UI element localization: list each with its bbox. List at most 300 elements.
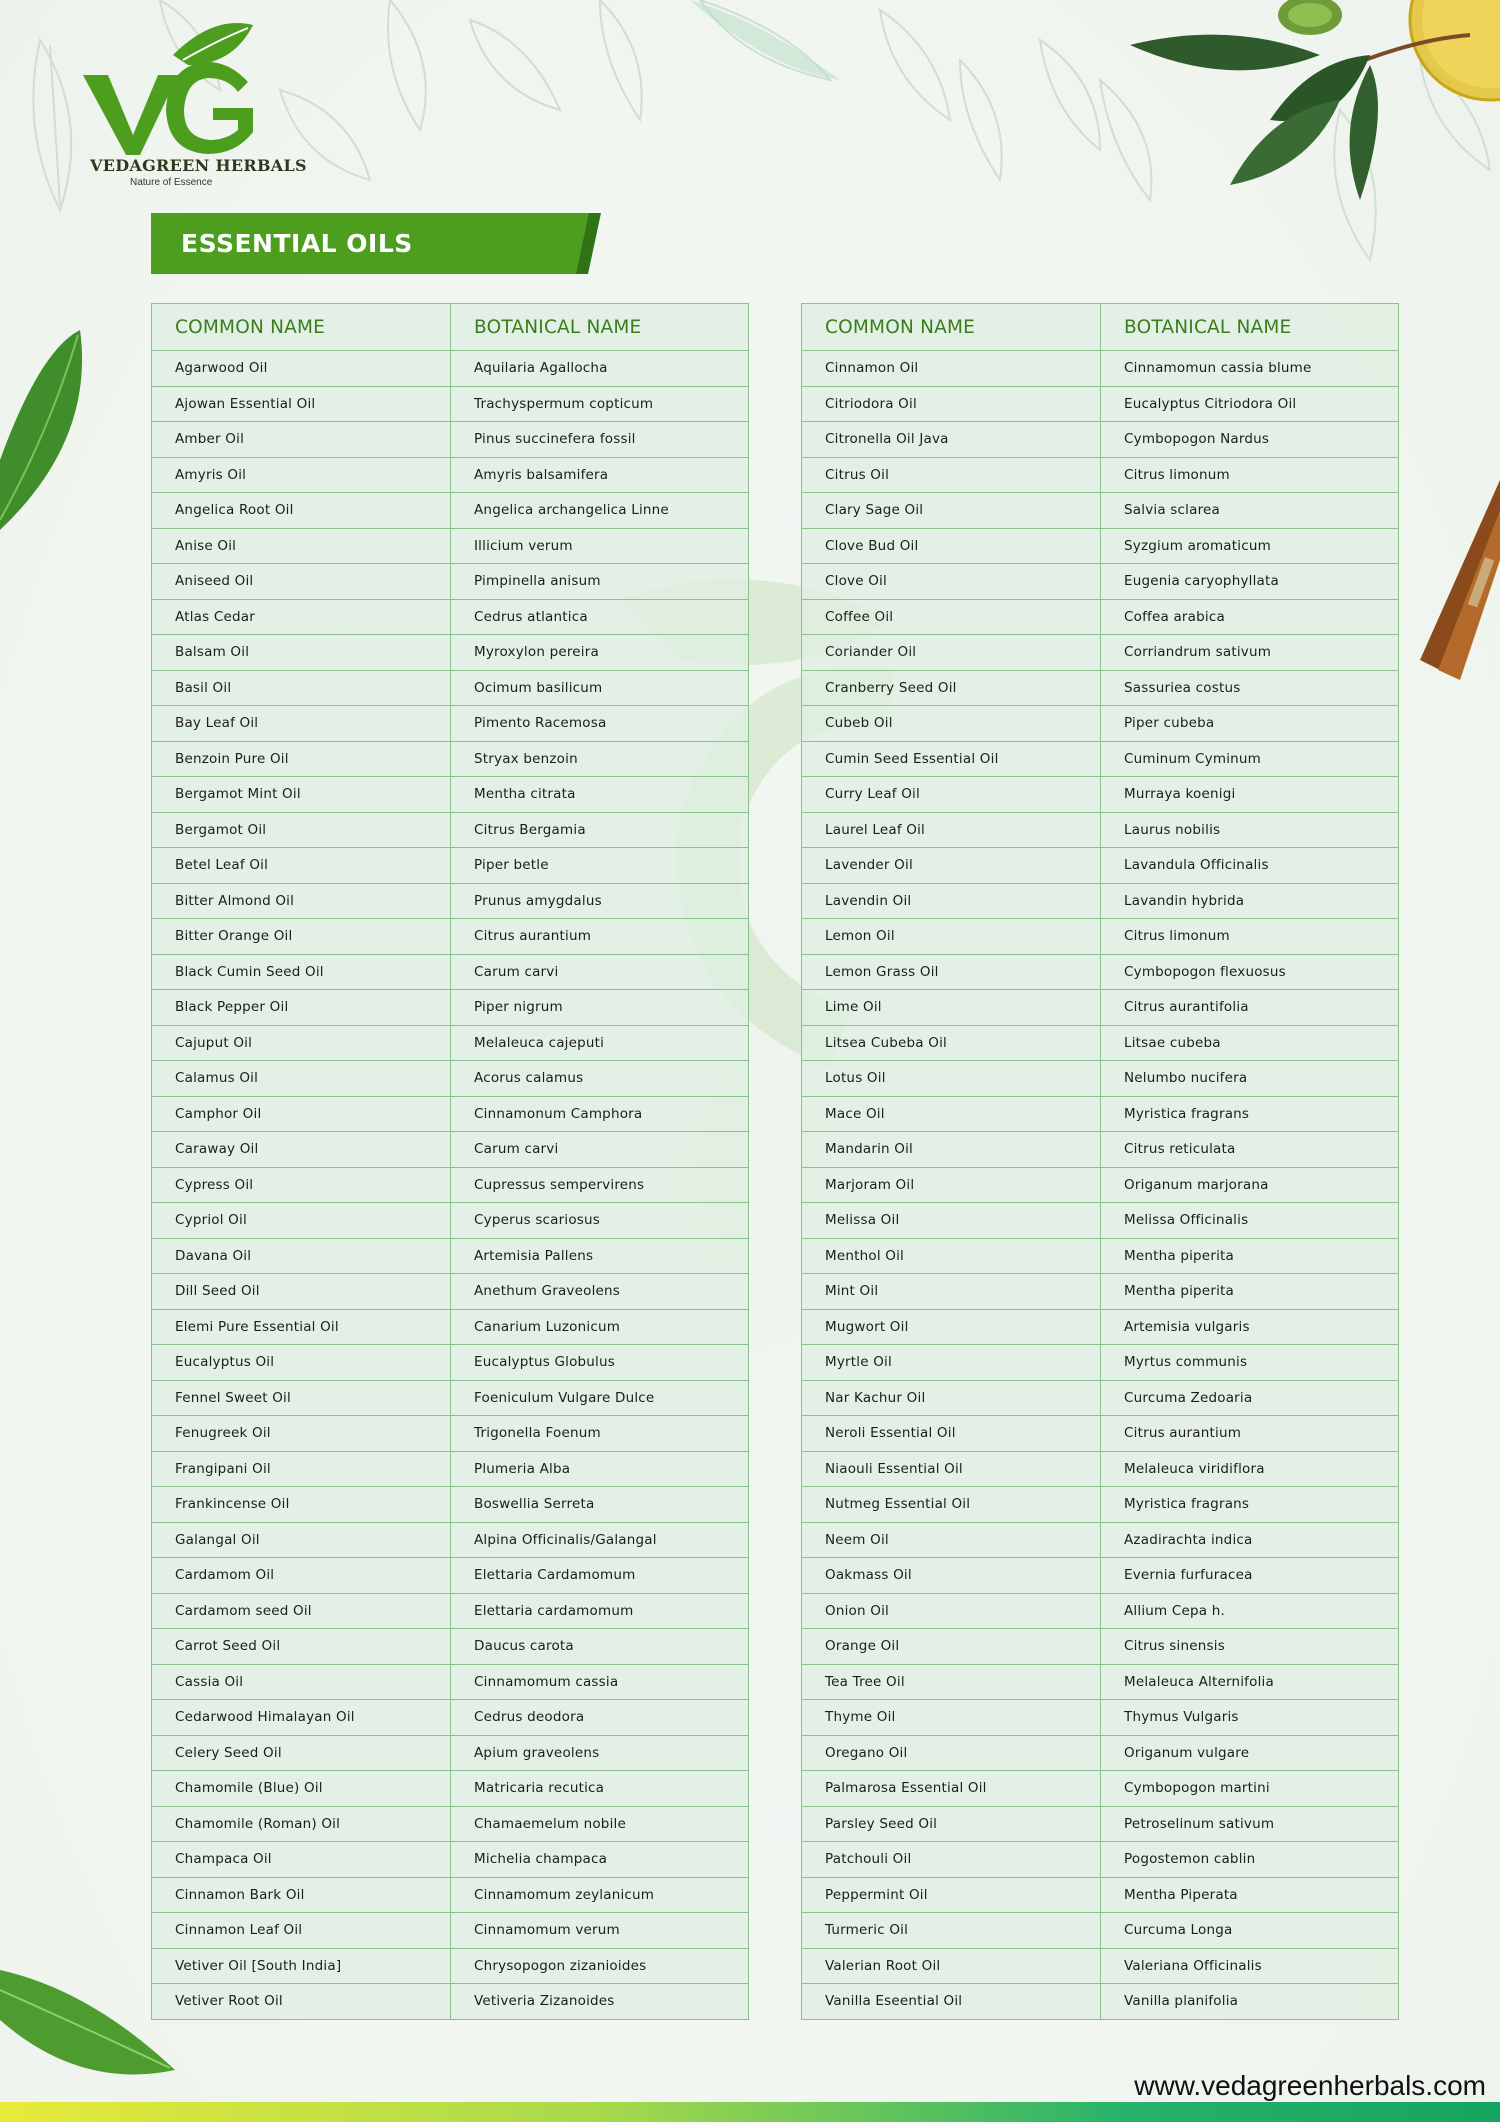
botanical-name-cell: Elettaria cardamomum [451,1593,749,1629]
botanical-name-cell: Curcuma Longa [1101,1913,1399,1949]
botanical-name-cell: Citrus reticulata [1101,1132,1399,1168]
botanical-name-cell: Laurus nobilis [1101,812,1399,848]
botanical-name-cell: Corriandrum sativum [1101,635,1399,671]
botanical-name-cell: Carum carvi [451,1132,749,1168]
common-name-cell: Betel Leaf Oil [152,848,451,884]
botanical-name-cell: Piper betle [451,848,749,884]
common-name-cell: Atlas Cedar [152,599,451,635]
table-row [152,1558,749,1594]
table-row [802,1700,1399,1736]
botanical-name-cell: Daucus carota [451,1629,749,1665]
common-name-cell: Cajuput Oil [152,1025,451,1061]
table-row [152,1700,749,1736]
cinnamon-stick-decoration [1420,480,1500,690]
botanical-name-cell: Curcuma Zedoaria [1101,1380,1399,1416]
common-name-cell: Palmarosa Essential Oil [802,1771,1101,1807]
common-name-cell: Black Cumin Seed Oil [152,954,451,990]
botanical-name-cell: Chamaemelum nobile [451,1806,749,1842]
table-row [802,883,1399,919]
oils-table-left [151,303,749,2020]
table-row [802,422,1399,458]
table-header-row [802,304,1399,351]
botanical-name-cell: Myrtus communis [1101,1345,1399,1381]
olive-branch-decoration [1120,0,1500,210]
botanical-name-cell: Coffea arabica [1101,599,1399,635]
table-row [802,741,1399,777]
common-name-cell: Amber Oil [152,422,451,458]
common-name-cell: Cranberry Seed Oil [802,670,1101,706]
botanical-name-cell: Mentha Piperata [1101,1877,1399,1913]
table-row [152,1380,749,1416]
oils-table-right [801,303,1399,2020]
common-name-cell: Lemon Grass Oil [802,954,1101,990]
table-row [152,1132,749,1168]
column-header-botanical-name: BOTANICAL NAME [1101,304,1399,351]
botanical-name-cell: Citrus limonum [1101,919,1399,955]
common-name-cell: Cypriol Oil [152,1203,451,1239]
botanical-name-cell: Myristica fragrans [1101,1487,1399,1523]
table-row [152,812,749,848]
table-row [802,1948,1399,1984]
common-name-cell: Ajowan Essential Oil [152,386,451,422]
table-row [152,1025,749,1061]
table-row [802,919,1399,955]
table-body [802,351,1399,2020]
table-row [802,670,1399,706]
botanical-name-cell: Nelumbo nucifera [1101,1061,1399,1097]
botanical-name-cell: Allium Cepa h. [1101,1593,1399,1629]
table-row [802,1132,1399,1168]
table-row [802,1274,1399,1310]
common-name-cell: Amyris Oil [152,457,451,493]
common-name-cell: Orange Oil [802,1629,1101,1665]
common-name-cell: Cedarwood Himalayan Oil [152,1700,451,1736]
title-banner [151,213,601,274]
common-name-cell: Cardamom Oil [152,1558,451,1594]
table-row [802,635,1399,671]
table-row [802,599,1399,635]
table-row [152,1842,749,1878]
common-name-cell: Vanilla Eseential Oil [802,1984,1101,2020]
leaf-decoration-left [0,330,90,550]
table-row [802,990,1399,1026]
common-name-cell: Turmeric Oil [802,1913,1101,1949]
botanical-name-cell: Plumeria Alba [451,1451,749,1487]
botanical-name-cell: Aquilaria Agallocha [451,351,749,387]
botanical-name-cell: Prunus amygdalus [451,883,749,919]
vg-monogram-icon [78,20,268,160]
common-name-cell: Camphor Oil [152,1096,451,1132]
table-row [802,1735,1399,1771]
table-row [152,599,749,635]
common-name-cell: Nar Kachur Oil [802,1380,1101,1416]
botanical-name-cell: Elettaria Cardamomum [451,1558,749,1594]
table-row [802,1913,1399,1949]
common-name-cell: Curry Leaf Oil [802,777,1101,813]
common-name-cell: Elemi Pure Essential Oil [152,1309,451,1345]
table-row [152,386,749,422]
botanical-name-cell: Citrus sinensis [1101,1629,1399,1665]
botanical-name-cell: Alpina Officinalis/Galangal [451,1522,749,1558]
table-row [802,1061,1399,1097]
common-name-cell: Tea Tree Oil [802,1664,1101,1700]
common-name-cell: Mace Oil [802,1096,1101,1132]
common-name-cell: Carrot Seed Oil [152,1629,451,1665]
column-header-common-name: COMMON NAME [152,304,451,351]
table-row [802,777,1399,813]
botanical-name-cell: Evernia furfuracea [1101,1558,1399,1594]
common-name-cell: Coriander Oil [802,635,1101,671]
footer-gradient-bar [0,2102,1500,2122]
common-name-cell: Aniseed Oil [152,564,451,600]
common-name-cell: Bergamot Oil [152,812,451,848]
botanical-name-cell: Pimpinella anisum [451,564,749,600]
botanical-name-cell: Cuminum Cyminum [1101,741,1399,777]
common-name-cell: Basil Oil [152,670,451,706]
botanical-name-cell: Piper cubeba [1101,706,1399,742]
botanical-name-cell: Acorus calamus [451,1061,749,1097]
common-name-cell: Vetiver Root Oil [152,1984,451,2020]
botanical-name-cell: Myroxylon pereira [451,635,749,671]
botanical-name-cell: Canarium Luzonicum [451,1309,749,1345]
table-row [802,706,1399,742]
common-name-cell: Citronella Oil Java [802,422,1101,458]
table-row [152,1629,749,1665]
common-name-cell: Litsea Cubeba Oil [802,1025,1101,1061]
common-name-cell: Lemon Oil [802,919,1101,955]
botanical-name-cell: Eucalyptus Citriodora Oil [1101,386,1399,422]
table-row [802,1025,1399,1061]
botanical-name-cell: Lavandin hybrida [1101,883,1399,919]
table-row [802,1167,1399,1203]
table-row [152,457,749,493]
common-name-cell: Mugwort Oil [802,1309,1101,1345]
botanical-name-cell: Eucalyptus Globulus [451,1345,749,1381]
common-name-cell: Lime Oil [802,990,1101,1026]
website-url: www.vedagreenherbals.com [1134,2070,1486,2101]
common-name-cell: Coffee Oil [802,599,1101,635]
common-name-cell: Fenugreek Oil [152,1416,451,1452]
table-row [152,422,749,458]
botanical-name-cell: Foeniculum Vulgare Dulce [451,1380,749,1416]
table-body [152,351,749,2020]
table-row [152,1593,749,1629]
common-name-cell: Oregano Oil [802,1735,1101,1771]
botanical-name-cell: Citrus aurantifolia [1101,990,1399,1026]
table-row [802,848,1399,884]
common-name-cell: Chamomile (Blue) Oil [152,1771,451,1807]
table-row [152,1451,749,1487]
common-name-cell: Angelica Root Oil [152,493,451,529]
common-name-cell: Cinnamon Leaf Oil [152,1913,451,1949]
table-row [802,457,1399,493]
common-name-cell: Bitter Almond Oil [152,883,451,919]
table-row [802,1984,1399,2020]
common-name-cell: Clove Bud Oil [802,528,1101,564]
botanical-name-cell: Mentha citrata [451,777,749,813]
botanical-name-cell: Cymbopogon martini [1101,1771,1399,1807]
table-row [152,1735,749,1771]
table-row [152,777,749,813]
common-name-cell: Menthol Oil [802,1238,1101,1274]
botanical-name-cell: Sassuriea costus [1101,670,1399,706]
table-row [802,1345,1399,1381]
botanical-name-cell: Valeriana Officinalis [1101,1948,1399,1984]
common-name-cell: Onion Oil [802,1593,1101,1629]
table-row [802,1806,1399,1842]
table-row [152,1948,749,1984]
table-row [802,1451,1399,1487]
table-row [802,1593,1399,1629]
botanical-name-cell: Melissa Officinalis [1101,1203,1399,1239]
common-name-cell: Citrus Oil [802,457,1101,493]
botanical-name-cell: Chrysopogon zizanioides [451,1948,749,1984]
common-name-cell: Laurel Leaf Oil [802,812,1101,848]
table-row [802,1416,1399,1452]
botanical-name-cell: Ocimum basilicum [451,670,749,706]
table-row [802,351,1399,387]
common-name-cell: Bergamot Mint Oil [152,777,451,813]
botanical-name-cell: Melaleuca viridiflora [1101,1451,1399,1487]
table-row [802,1309,1399,1345]
common-name-cell: Oakmass Oil [802,1558,1101,1594]
table-row [802,386,1399,422]
table-row [152,1238,749,1274]
table-row [152,706,749,742]
botanical-name-cell: Citrus Bergamia [451,812,749,848]
common-name-cell: Citriodora Oil [802,386,1101,422]
common-name-cell: Eucalyptus Oil [152,1345,451,1381]
botanical-name-cell: Petroselinum sativum [1101,1806,1399,1842]
botanical-name-cell: Vetiveria Zizanoides [451,1984,749,2020]
botanical-name-cell: Citrus aurantium [451,919,749,955]
table-row [152,1416,749,1452]
table-row [152,1771,749,1807]
common-name-cell: Peppermint Oil [802,1877,1101,1913]
botanical-name-cell: Illicium verum [451,528,749,564]
table-row [802,1380,1399,1416]
botanical-name-cell: Artemisia Pallens [451,1238,749,1274]
common-name-cell: Thyme Oil [802,1700,1101,1736]
common-name-cell: Fennel Sweet Oil [152,1380,451,1416]
botanical-name-cell: Trigonella Foenum [451,1416,749,1452]
common-name-cell: Cinnamon Oil [802,351,1101,387]
botanical-name-cell: Pogostemon cablin [1101,1842,1399,1878]
botanical-name-cell: Michelia champaca [451,1842,749,1878]
common-name-cell: Chamomile (Roman) Oil [152,1806,451,1842]
table-row [152,493,749,529]
table-row [152,670,749,706]
botanical-name-cell: Origanum vulgare [1101,1735,1399,1771]
common-name-cell: Valerian Root Oil [802,1948,1101,1984]
botanical-name-cell: Syzgium aromaticum [1101,528,1399,564]
common-name-cell: Cumin Seed Essential Oil [802,741,1101,777]
botanical-name-cell: Cinnamomum verum [451,1913,749,1949]
botanical-name-cell: Thymus Vulgaris [1101,1700,1399,1736]
table-row [152,954,749,990]
table-row [152,1913,749,1949]
botanical-name-cell: Pimento Racemosa [451,706,749,742]
table-row [802,564,1399,600]
table-header-row [152,304,749,351]
table-row [802,1487,1399,1523]
table-row [802,1096,1399,1132]
table-row [152,848,749,884]
common-name-cell: Mandarin Oil [802,1132,1101,1168]
botanical-name-cell: Pinus succinefera fossil [451,422,749,458]
table-row [802,1522,1399,1558]
botanical-name-cell: Azadirachta indica [1101,1522,1399,1558]
common-name-cell: Galangal Oil [152,1522,451,1558]
common-name-cell: Caraway Oil [152,1132,451,1168]
common-name-cell: Cassia Oil [152,1664,451,1700]
table-row [152,528,749,564]
page-title: ESSENTIAL OILS [181,229,413,258]
common-name-cell: Balsam Oil [152,635,451,671]
common-name-cell: Marjoram Oil [802,1167,1101,1203]
common-name-cell: Frankincense Oil [152,1487,451,1523]
table-row [152,564,749,600]
botanical-name-cell: Cinnamomum zeylanicum [451,1877,749,1913]
common-name-cell: Lavendin Oil [802,883,1101,919]
table-row [152,1096,749,1132]
botanical-name-cell: Cinnamonum Camphora [451,1096,749,1132]
botanical-name-cell: Lavandula Officinalis [1101,848,1399,884]
common-name-cell: Melissa Oil [802,1203,1101,1239]
brand-tagline: Nature of Essence [130,177,213,188]
botanical-name-cell: Origanum marjorana [1101,1167,1399,1203]
common-name-cell: Niaouli Essential Oil [802,1451,1101,1487]
botanical-name-cell: Apium graveolens [451,1735,749,1771]
common-name-cell: Bay Leaf Oil [152,706,451,742]
common-name-cell: Lavender Oil [802,848,1101,884]
table-row [152,1664,749,1700]
table-row [802,1842,1399,1878]
table-row [802,1629,1399,1665]
common-name-cell: Black Pepper Oil [152,990,451,1026]
table-row [152,1522,749,1558]
table-row [802,954,1399,990]
table-row [802,812,1399,848]
table-row [802,528,1399,564]
table-row [152,883,749,919]
table-row [152,1877,749,1913]
common-name-cell: Agarwood Oil [152,351,451,387]
common-name-cell: Parsley Seed Oil [802,1806,1101,1842]
botanical-name-cell: Melaleuca Alternifolia [1101,1664,1399,1700]
table-row [802,1203,1399,1239]
botanical-name-cell: Artemisia vulgaris [1101,1309,1399,1345]
table-row [152,919,749,955]
table-row [152,351,749,387]
botanical-name-cell: Anethum Graveolens [451,1274,749,1310]
botanical-name-cell: Melaleuca cajeputi [451,1025,749,1061]
botanical-name-cell: Mentha piperita [1101,1274,1399,1310]
table-row [152,1984,749,2020]
common-name-cell: Frangipani Oil [152,1451,451,1487]
common-name-cell: Clary Sage Oil [802,493,1101,529]
botanical-name-cell: Cinnamomun cassia blume [1101,351,1399,387]
table-row [152,1487,749,1523]
table-row [152,1345,749,1381]
botanical-name-cell: Cyperus scariosus [451,1203,749,1239]
common-name-cell: Cubeb Oil [802,706,1101,742]
botanical-name-cell: Myristica fragrans [1101,1096,1399,1132]
botanical-name-cell: Cedrus deodora [451,1700,749,1736]
table-row [152,1309,749,1345]
brand-name: VEDAGREEN HERBALS [90,156,307,175]
table-row [802,493,1399,529]
table-row [152,1061,749,1097]
table-row [152,1203,749,1239]
common-name-cell: Clove Oil [802,564,1101,600]
common-name-cell: Davana Oil [152,1238,451,1274]
common-name-cell: Vetiver Oil [South India] [152,1948,451,1984]
botanical-name-cell: Trachyspermum copticum [451,386,749,422]
common-name-cell: Mint Oil [802,1274,1101,1310]
botanical-name-cell: Amyris balsamifera [451,457,749,493]
common-name-cell: Calamus Oil [152,1061,451,1097]
common-name-cell: Benzoin Pure Oil [152,741,451,777]
common-name-cell: Lotus Oil [802,1061,1101,1097]
botanical-name-cell: Eugenia caryophyllata [1101,564,1399,600]
table-row [152,990,749,1026]
common-name-cell: Cinnamon Bark Oil [152,1877,451,1913]
botanical-name-cell: Litsae cubeba [1101,1025,1399,1061]
common-name-cell: Bitter Orange Oil [152,919,451,955]
botanical-name-cell: Cymbopogon Nardus [1101,422,1399,458]
botanical-name-cell: Matricaria recutica [451,1771,749,1807]
common-name-cell: Anise Oil [152,528,451,564]
botanical-name-cell: Cymbopogon flexuosus [1101,954,1399,990]
table-row [802,1558,1399,1594]
common-name-cell: Neem Oil [802,1522,1101,1558]
botanical-name-cell: Cupressus sempervirens [451,1167,749,1203]
botanical-name-cell: Carum carvi [451,954,749,990]
common-name-cell: Patchouli Oil [802,1842,1101,1878]
botanical-name-cell: Stryax benzoin [451,741,749,777]
botanical-name-cell: Cedrus atlantica [451,599,749,635]
common-name-cell: Myrtle Oil [802,1345,1101,1381]
brand-logo [78,20,307,190]
botanical-name-cell: Angelica archangelica Linne [451,493,749,529]
column-header-common-name: COMMON NAME [802,304,1101,351]
botanical-name-cell: Boswellia Serreta [451,1487,749,1523]
common-name-cell: Cardamom seed Oil [152,1593,451,1629]
table-row [152,1167,749,1203]
botanical-name-cell: Piper nigrum [451,990,749,1026]
common-name-cell: Neroli Essential Oil [802,1416,1101,1452]
table-row [152,741,749,777]
common-name-cell: Nutmeg Essential Oil [802,1487,1101,1523]
common-name-cell: Celery Seed Oil [152,1735,451,1771]
botanical-name-cell: Mentha piperita [1101,1238,1399,1274]
table-row [802,1877,1399,1913]
common-name-cell: Dill Seed Oil [152,1274,451,1310]
column-header-botanical-name: BOTANICAL NAME [451,304,749,351]
botanical-name-cell: Citrus aurantium [1101,1416,1399,1452]
table-row [802,1664,1399,1700]
common-name-cell: Champaca Oil [152,1842,451,1878]
table-row [152,1806,749,1842]
botanical-name-cell: Salvia sclarea [1101,493,1399,529]
botanical-name-cell: Murraya koenigi [1101,777,1399,813]
botanical-name-cell: Cinnamomum cassia [451,1664,749,1700]
botanical-name-cell: Vanilla planifolia [1101,1984,1399,2020]
table-row [152,1274,749,1310]
common-name-cell: Cypress Oil [152,1167,451,1203]
table-row [152,635,749,671]
